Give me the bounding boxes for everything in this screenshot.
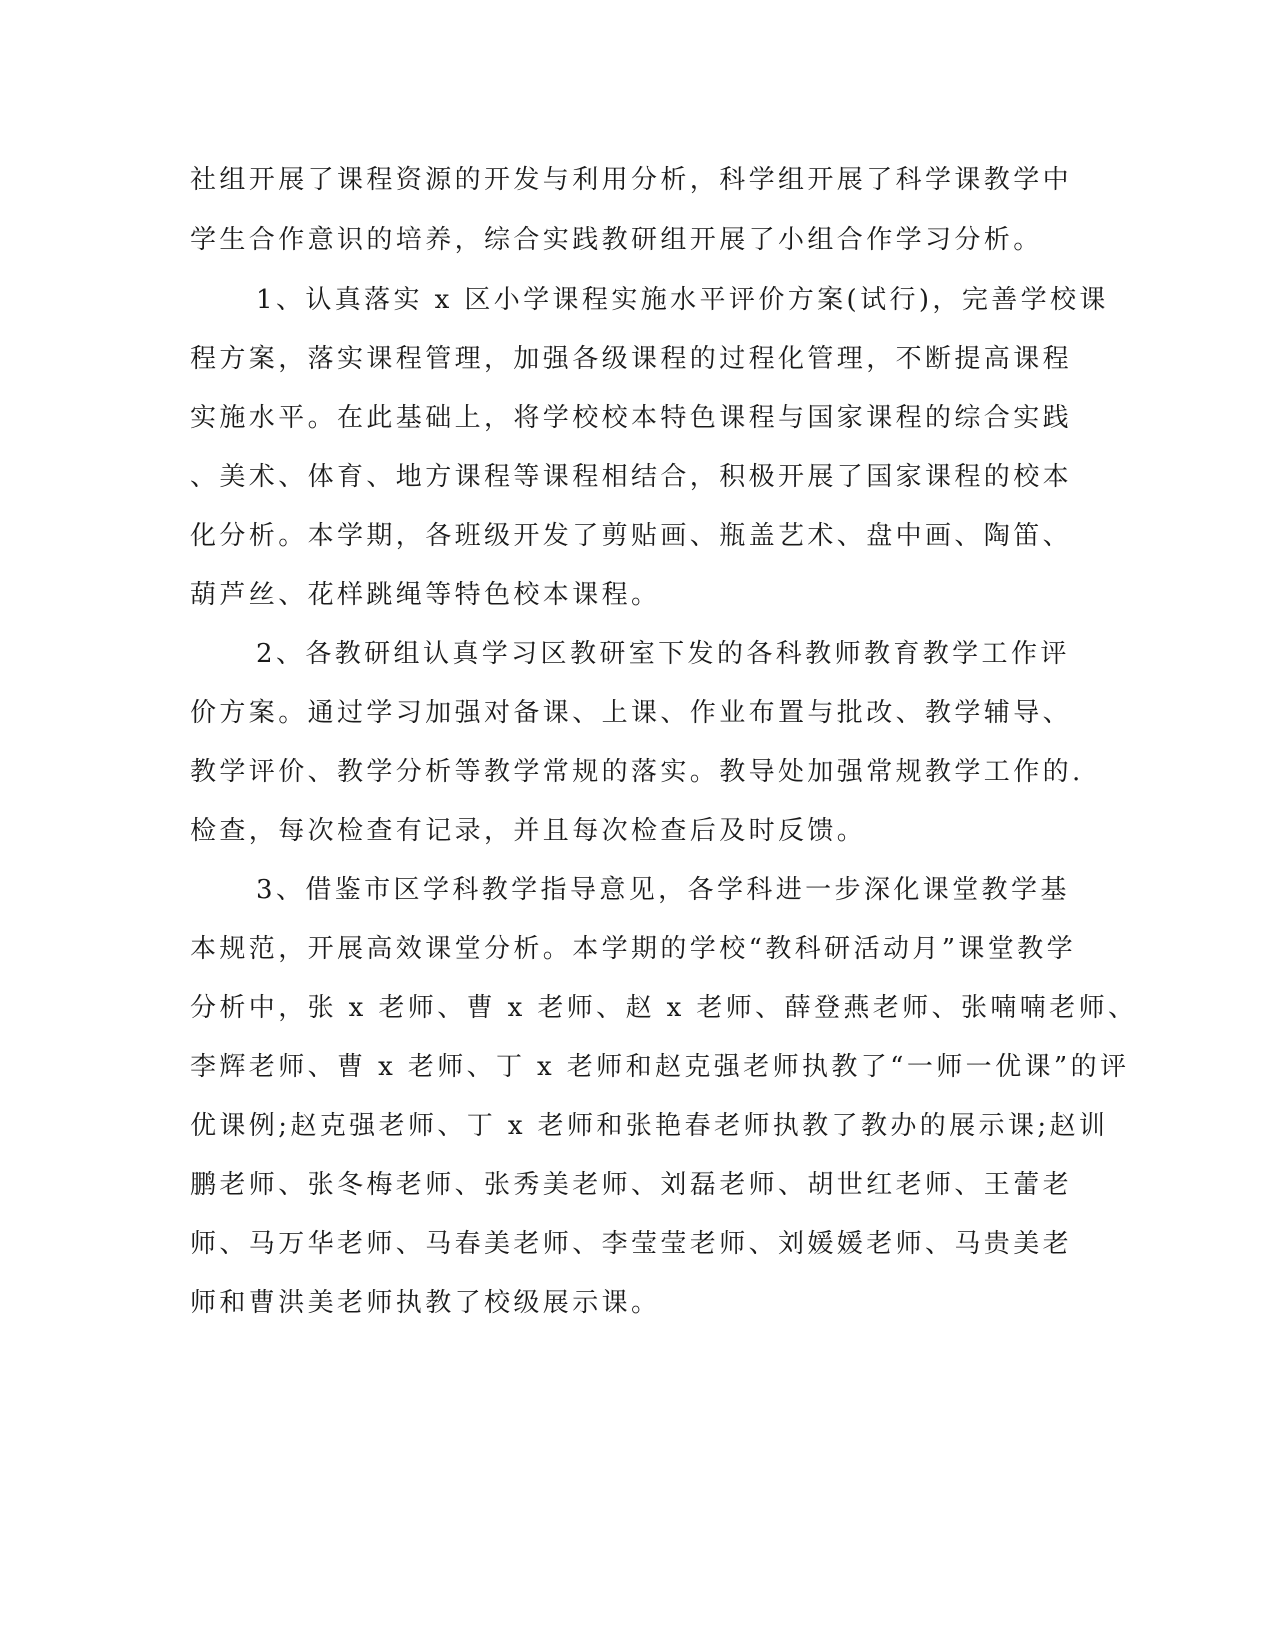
text-line: 本规范，开展高效课堂分析。本学期的学校“教科研活动月”课堂教学 [190, 934, 1076, 964]
text-line: 学生合作意识的培养，综合实践教研组开展了小组合作学习分析。 [190, 225, 1043, 255]
text-line: 检查，每次检查有记录，并且每次检查后及时反馈。 [190, 816, 867, 846]
text-line: 、美术、体育、地方课程等课程相结合，积极开展了国家课程的校本 [190, 462, 1073, 492]
text-line: 程方案，落实课程管理，加强各级课程的过程化管理，不断提高课程 [190, 344, 1073, 374]
text-line: 实施水平。在此基础上，将学校校本特色课程与国家课程的综合实践 [190, 403, 1073, 433]
text-line: 李辉老师、曹 x 老师、丁 x 老师和赵克强老师执教了“一师一优课”的评 [190, 1052, 1130, 1082]
text-line: 社组开展了课程资源的开发与利用分析，科学组开展了科学课教学中 [190, 165, 1073, 195]
text-line: 2、各教研组认真学习区教研室下发的各科教师教育教学工作评 [256, 639, 1070, 669]
text-line: 葫芦丝、花样跳绳等特色校本课程。 [190, 580, 661, 610]
text-line: 教学评价、教学分析等教学常规的落实。教导处加强常规教学工作的. [190, 757, 1084, 787]
text-line: 价方案。通过学习加强对备课、上课、作业布置与批改、教学辅导、 [190, 698, 1073, 728]
text-line: 分析中，张 x 老师、曹 x 老师、赵 x 老师、薛登燕老师、张喃喃老师、 [190, 993, 1138, 1023]
text-line: 3、借鉴市区学科教学指导意见，各学科进一步深化课堂教学基 [256, 875, 1070, 905]
text-line: 1、认真落实 x 区小学课程实施水平评价方案(试行)，完善学校课 [256, 285, 1109, 315]
text-line: 师、马万华老师、马春美老师、李莹莹老师、刘媛媛老师、马贵美老 [190, 1229, 1073, 1259]
text-line: 鹏老师、张冬梅老师、张秀美老师、刘磊老师、胡世红老师、王蕾老 [190, 1170, 1073, 1200]
text-line: 优课例;赵克强老师、丁 x 老师和张艳春老师执教了教办的展示课;赵训 [190, 1111, 1109, 1141]
text-line: 化分析。本学期，各班级开发了剪贴画、瓶盖艺术、盘中画、陶笛、 [190, 521, 1073, 551]
text-line: 师和曹洪美老师执教了校级展示课。 [190, 1288, 661, 1318]
